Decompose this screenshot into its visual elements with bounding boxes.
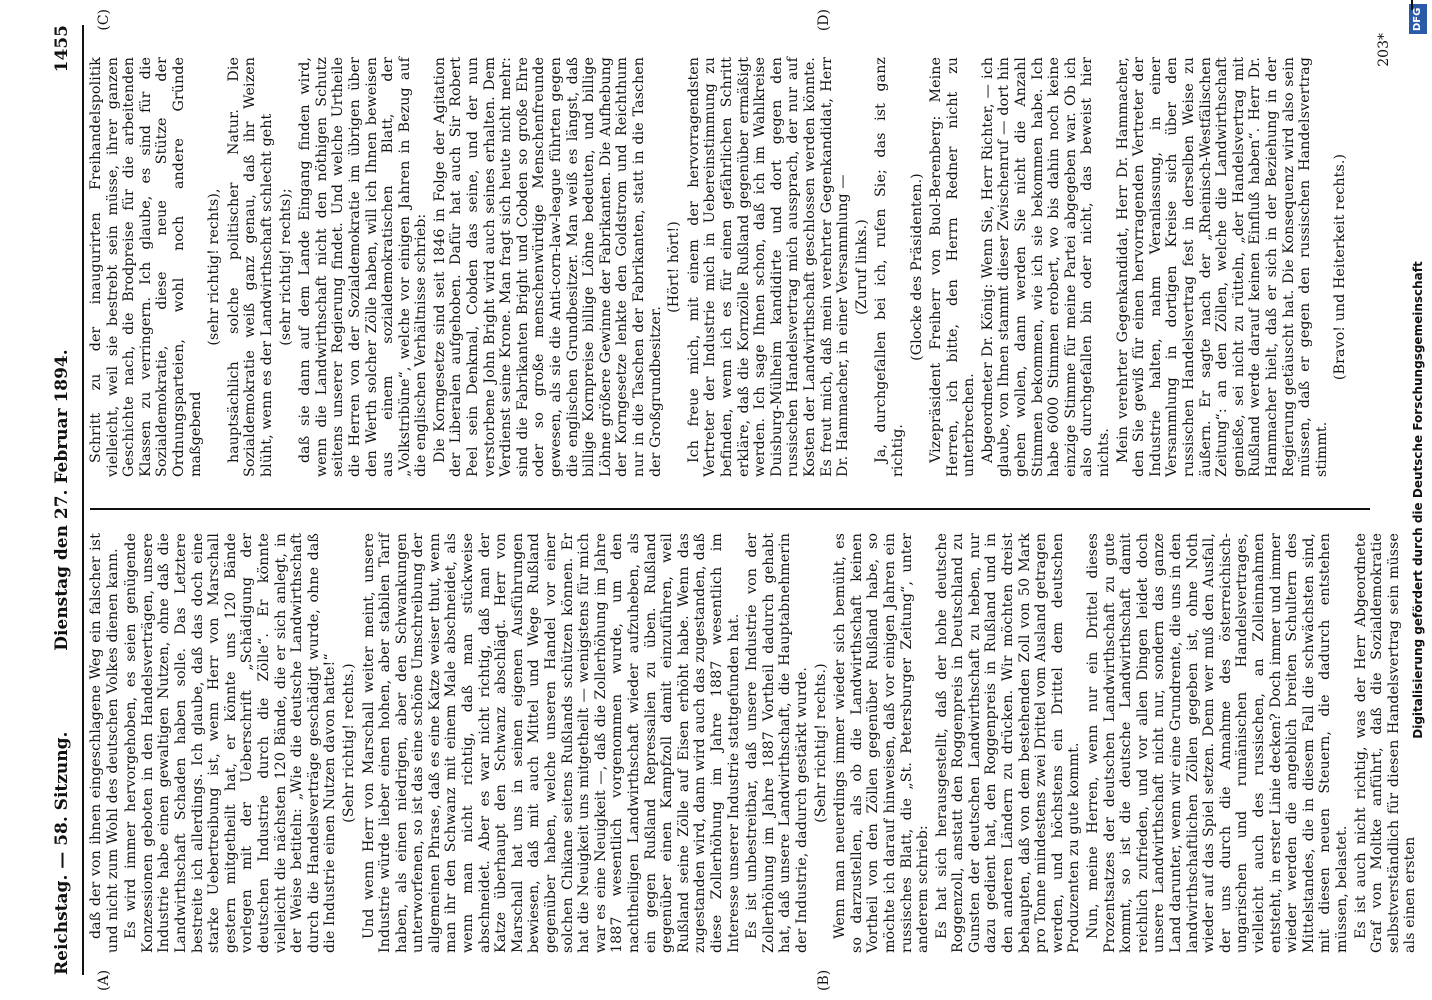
- paragraph: daß der von ihnen eingeschlagene Weg ein falscher ist und nicht zum Wohl des deutschen Volkes dienen kann.: [88, 533, 121, 953]
- margin-marker-d: (D): [816, 9, 832, 32]
- paragraph: Es hat sich herausgestellt, daß der hohe deutsche Roggenzoll, anstatt den Roggenpreis in Deutschland zu Gunsten der deutschen Landwirthschaft zu heben, nur dazu gedient hat, den Roggenpreis in Rußland und in den anderen Ländern zu drücken. Wir möchten dreist behaupten, daß von dem bestehenden Zoll von 50 Mark pro Tonne mindestens zwei Drittel vom Ausland getragen werden, und höchstens ein Drittel dem deutschen Produzenten zu gute kommt.: [933, 533, 1083, 953]
- paragraph: daß sie dann auf dem Lande Eingang finden wird, wenn die Landwirthschaft nicht den nöthigen Schutz seitens unserer Regierung findet. Und welche Urtheile die Herren von der Sozialdemokratie im übrigen über den Werth solcher Zölle haben, will ich Ihnen beweisen aus einem sozialdemokratischen Blatt, der „Volkstribüne“, welche vor einigen Jahren in Bezug auf die englischen Verhältnisse schrieb:: [297, 57, 430, 477]
- signature-mark: 203*: [1376, 33, 1392, 67]
- paragraph: (Glocke des Präsidenten.): [908, 173, 925, 361]
- paragraph: (Hört! hört!): [666, 221, 683, 313]
- dfg-logo: DFG: [1409, 4, 1427, 34]
- header-rule: [82, 25, 84, 975]
- paragraph: Schritt zu der inaugurirten Freihandelspolitik vielleicht, weil sie bestrebt sein müsse, ihrer ganzen Geschichte nach, die Brodpreise für die arbeitenden Klassen zu verringern. Ich glaube, es sind für die Sozialdemokratie, diese neue Stütze der Ordnungsparteien, wohl noch andere Gründe maßgebend: [88, 57, 204, 477]
- column-left: [88, 533, 1419, 953]
- margin-marker-c: (C): [96, 9, 112, 31]
- paragraph: hauptsächlich solche politischer Natur. Die Sozialdemokratie weiß ganz genau, daß ihr Weizen blüht, wenn es der Landwirthschaft schlecht geht: [225, 57, 275, 477]
- column-divider: [90, 508, 1370, 510]
- column-right: [88, 57, 1374, 477]
- digitization-strip: [1404, 0, 1432, 1000]
- page-header: [46, 25, 80, 975]
- paragraph: Die Korngesetze sind seit 1846 in Folge der Agitation der Liberalen aufgehoben. Dafür hat auch Sir Robert Peel sein Denkmal, Cobden das seine, und der nun verstorbene John Bright wird auch seines erhalten. Dem Verdienst seine Krone. Man fragt sich heute nicht mehr: sind die Fabrikanten Bright und Cobden so große Ehre oder so große menschenwürdige Menschenfreunde gewesen, als sie die Anti-corn-law-league führten gegen die englischen Grundbesitzer. Man weiß es längst, daß billige Kornpreise billige Löhne bedeuten, und billige Löhne größere Gewinne der Fabrikanten. Die Aufhebung der Korngesetze lenkte den Goldstrom und Reichthum nur in die Taschen der Fabrikanten, statt in die Taschen der Großgrundbesitzer.: [431, 57, 664, 477]
- paragraph: Vizepräsident Freiherr von Buol-Berenberg: Meine Herren, ich bitte, den Herrn Redner nicht zu unterbrechen.: [928, 57, 978, 477]
- header-left: Reichstag. — 58. Sitzung.: [52, 731, 72, 975]
- paragraph: Abgeordneter Dr. König: Wenn Sie, Herr Richter, — ich glaube, von Ihnen stammt dieser Zwischenruf — dort hin gehen wollen, dann werden Sie nicht die Anzahl Stimmen bekommen, wie ich sie bekommen habe. Ich habe 6000 Stimmen erobert, wo bis dahin noch keine einzige Stimme für meine Partei abgegeben war. Ob ich also durchgefallen bin oder nicht, das beweist hier nichts.: [979, 57, 1113, 477]
- paragraph: Mein verehrter Gegenkandidat, Herr Dr. Hammacher, den Sie gewiß für einen hervorragenden Vertreter der Industrie halten, nahm Veranlassung, in einer Versammlung in dortigen Kreise sich über den russischen Handelsvertrag fest in derselben Weise zu äußern. Er sagte nach der „Rheinisch-Westfälischen Zeitung“: an den Zöllen, welche die Landwirthschaft genieße, sei nicht zu rütteln, „der Handelsvertrag mit Rußland werde darauf keinen Einfluß haben“. Herr Dr. Hammacher hielt, daß er sich in der Beziehung in der Regierung getäuscht hat. Die Konsequenz wird also sein müssen, daß er gegen den russischen Handelsvertrag stimmt.: [1114, 57, 1330, 477]
- paragraph: (Sehr richtig! rechts.): [812, 663, 829, 823]
- corner-mark: [1411, 0, 1431, 10]
- paragraph: Es wird immer hervorgehoben, es seien genügende Konzessionen geboten in den Handelsverträgen, unsere Industrie habe einen gewaltigen Nutzen, ohne daß die Landwirthschaft Schaden haben solle. Das Letztere bestreite ich allerdings. Ich glaube, daß das doch eine starke Uebertreibung ist, wenn Herr von Marschall gestern mitgetheilt hat, er könnte uns 120 Bände vorlegen mit der Ueberschrift „Schädigung der deutschen Industrie durch die Zölle“. Er könnte vielleicht die nächsten 120 Bände, die er sich anlegt, in der Weise betiteln: „Wie die deutsche Landwirthschaft durch die Handelsverträge geschädigt wurde, ohne daß die Industrie einen Nutzen davon hatte!“: [123, 533, 339, 953]
- paragraph: Es ist auch nicht richtig, was der Herr Abgeordnete Graf von Moltke anführt, daß die Sozialdemokratie selbstverständlich für diesen Handelsvertrag sein müsse als einen ersten: [1352, 533, 1419, 953]
- paragraph: Wenn man neuerdings immer wieder sich bemüht, es so darzustellen, als ob die Landwirthschaft keinen Vortheil von den Zöllen gegenüber Rußland habe, so möchte ich darauf hinweisen, daß vor einigen Jahren ein russisches Blatt, die „St. Petersburger Zeitung“, unter anderem schrieb:: [832, 533, 932, 953]
- paragraph: (Bravo! und Heiterkeit rechts.): [1332, 153, 1349, 381]
- margin-marker-b: (B): [816, 969, 832, 991]
- margin-marker-a: (A): [96, 969, 112, 991]
- paragraph: (Sehr richtig! rechts.): [340, 663, 357, 823]
- paragraph: (sehr richtig! rechts);: [277, 188, 294, 346]
- paragraph: Und wenn Herr von Marschall weiter meint, unsere Industrie würde lieber einen hohen, aber stabilen Tarif haben, als einen niedrigen, aber den Schwankungen unterworfenen, so ist das eine schöne Umschreibung der allgemeinen Phrase, daß es eine Katze weiser thut, wenn man ihr den Schwanz mit einem Male abschneidet, als wenn man nicht richtig, daß man stückweise abschneidet. Aber es war nicht richtig, daß man der Katze überhaupt den Schwanz abschlägt. Herr von Marschall hat uns in seinen eigenen Ausführungen bewiesen, daß mit auch Mittel und Wege Rußland gegenüber haben, welche unseren Handel vor einer solchen Chikane seitens Rußlands schützen können. Er hat die Neuigkeit uns mitgetheilt — wenigstens für mich war es eine Neuigkeit —, daß die Zollerhöhung im Jahre 1887 wesentlich vorgenommen wurde, um den nachtheiligen Landwirthschaft wieder aufzuheben, als ein gegen Rußland Repressalien zu üben. Rußland gegenüber einen Kampfzoll damit einzuführen, weil Rußland seine Zölle auf Eisen erhöht habe. Wenn das zugestanden wird, dann wird auch das zugestanden, daß diese Zollerhöhung im Jahre 1887 wesentlich im Interesse unserer Industrie stattgefunden hat.: [360, 533, 742, 953]
- digitization-note: Digitalisierung gefördert durch die Deutsche Forschungsgemeinschaft: [1411, 261, 1425, 739]
- paragraph: Ich freue mich, mit einem der hervorragendsten Vertreter der Industrie mich in Uebereinstimmung zu befinden, wenn ich es für einen gefährlichen Schritt erkläre, daß die Kornzölle Rußland gegenüber ermäßigt werden. Ich sage Ihnen schon, daß ich im Wahlkreise Duisburg-Mülheim kandidirte und dort gegen den russischen Handelsvertrag mich aussprach, der nur auf Kosten der Landwirthschaft geschlossen werden könnte. Es freut mich, daß mein verehrter Gegenkandidat, Herr Dr. Hammacher, in einer Versammlung —: [685, 57, 852, 477]
- paragraph: (Zuruf links.): [853, 219, 870, 315]
- page-number: 1455: [52, 25, 72, 73]
- paragraph: (sehr richtig! rechts),: [206, 188, 223, 346]
- paragraph: Ja, durchgefallen bei ich, rufen Sie; das ist ganz richtig.: [873, 57, 906, 477]
- header-date: Dienstag den 27. Februar 1894.: [52, 349, 72, 651]
- paragraph: Nun, meine Herren, wenn nur ein Drittel dieses Prozentsatzes der deutschen Landwirthschaft zu gute kommt, so ist die deutsche Landwirthschaft damit reichlich zufrieden, und vor allen Dingen leidet doch unsere Landwirthschaft nicht nur, sondern das ganze Land darunter, wenn wir eine Grundrente, die uns in den landwirthschaftlichen Zöllen gegeben ist, ohne Noth wieder auf das Spiel setzen. Denn wer muß den Ausfall, der uns durch die Annahme des österreichisch-ungarischen und rumänischen Handelsvertrages, vielleicht auch des russischen, an Zolleinnahmen entsteht, in erster Linie decken? Doch immer und immer wieder werden die angeblich breiten Schultern des Mittelstandes, die in diesem Fall die schwächsten sind, mit diesen neuen Steuern, die dadurch entstehen müssen, belastet.: [1085, 533, 1350, 953]
- paragraph: Es ist unbestreitbar, daß unsere Industrie von der Zollerhöhung im Jahre 1887 Vortheil dadurch gehabt hat, daß unsere Landwirthschaft, die Hauptabnehmerin der Industrie, dadurch gestärkt wurde.: [744, 533, 810, 953]
